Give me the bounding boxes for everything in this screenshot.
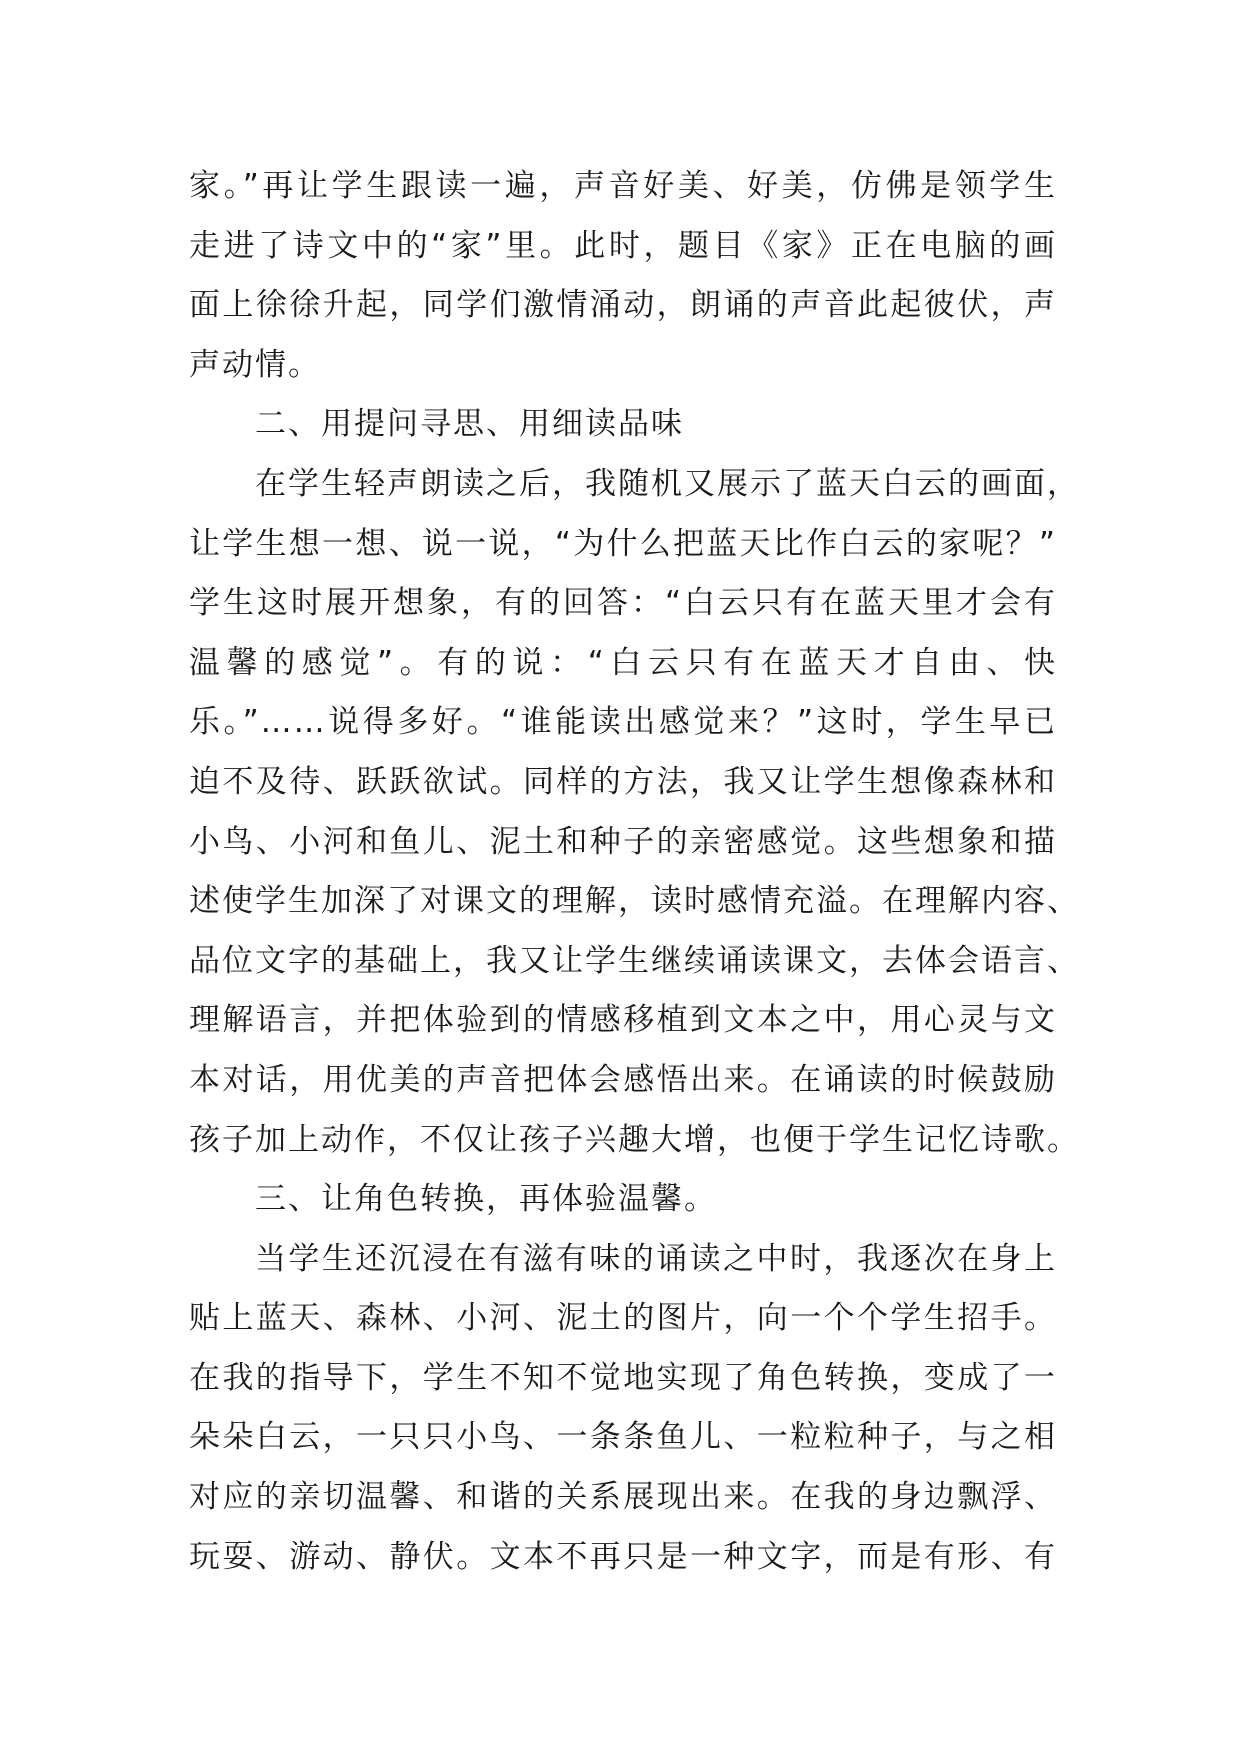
text-line: 小鸟、小河和鱼儿、泥土和种子的亲密感觉。这些想象和描 — [189, 823, 1057, 860]
body-text — [189, 157, 1080, 1587]
text-line: 二、用提问寻思、用细读品味 — [255, 406, 684, 443]
text-line: 对应的亲切温馨、和谐的关系展现出来。在我的身边飘浮、 — [189, 1479, 1057, 1516]
text-line: 品位文字的基础上，我又让学生继续诵读课文，去体会语言、 — [189, 942, 1080, 979]
text-line: 在我的指导下，学生不知不觉地实现了角色转换，变成了一 — [189, 1359, 1057, 1396]
text-line: 家。”再让学生跟读一遍，声音好美、好美，仿佛是领学生 — [189, 168, 1057, 204]
text-line: 理解语言，并把体验到的情感移植到文本之中，用心灵与文 — [189, 1002, 1057, 1039]
text-line: 本对话，用优美的声音把体会感悟出来。在诵读的时候鼓励 — [189, 1061, 1057, 1098]
text-line: 玩耍、游动、静伏。文本不再只是一种文字，而是有形、有 — [189, 1538, 1057, 1575]
text-line: 让学生想一想、说一说，“为什么把蓝天比作白云的家呢？” — [189, 525, 1057, 562]
text-line: 述使学生加深了对课文的理解，读时感情充溢。在理解内容、 — [189, 883, 1080, 920]
text-line: 迫不及待、跃跃欲试。同样的方法，我又让学生想像森林和 — [189, 763, 1057, 800]
text-line: 朵朵白云，一只只小鸟、一条条鱼儿、一粒粒种子，与之相 — [189, 1419, 1057, 1456]
text-line: 走进了诗文中的“家”里。此时，题目《家》正在电脑的画 — [189, 227, 1057, 264]
text-line: 当学生还沉浸在有滋有味的诵读之中时，我逐次在身上 — [255, 1240, 1057, 1277]
text-line: 三、让角色转换，再体验温馨。 — [255, 1181, 717, 1218]
text-line: 乐。”……说得多好。“谁能读出感觉来？”这时，学生早已 — [189, 704, 1057, 741]
text-line: 孩子加上动作，不仅让孩子兴趣大增，也便于学生记忆诗歌。 — [189, 1121, 1080, 1158]
text-line: 温馨的感觉”。有的说：“白云只有在蓝天才自由、快 — [189, 644, 1057, 681]
text-line: 面上徐徐升起，同学们激情涌动，朗诵的声音此起彼伏，声 — [189, 287, 1057, 324]
text-line: 声动情。 — [189, 346, 321, 383]
text-line: 贴上蓝天、森林、小河、泥土的图片，向一个个学生招手。 — [189, 1300, 1057, 1337]
text-line: 学生这时展开想象，有的回答：“白云只有在蓝天里才会有 — [189, 585, 1057, 622]
text-line: 在学生轻声朗读之后，我随机又展示了蓝天白云的画面， — [255, 465, 1080, 502]
